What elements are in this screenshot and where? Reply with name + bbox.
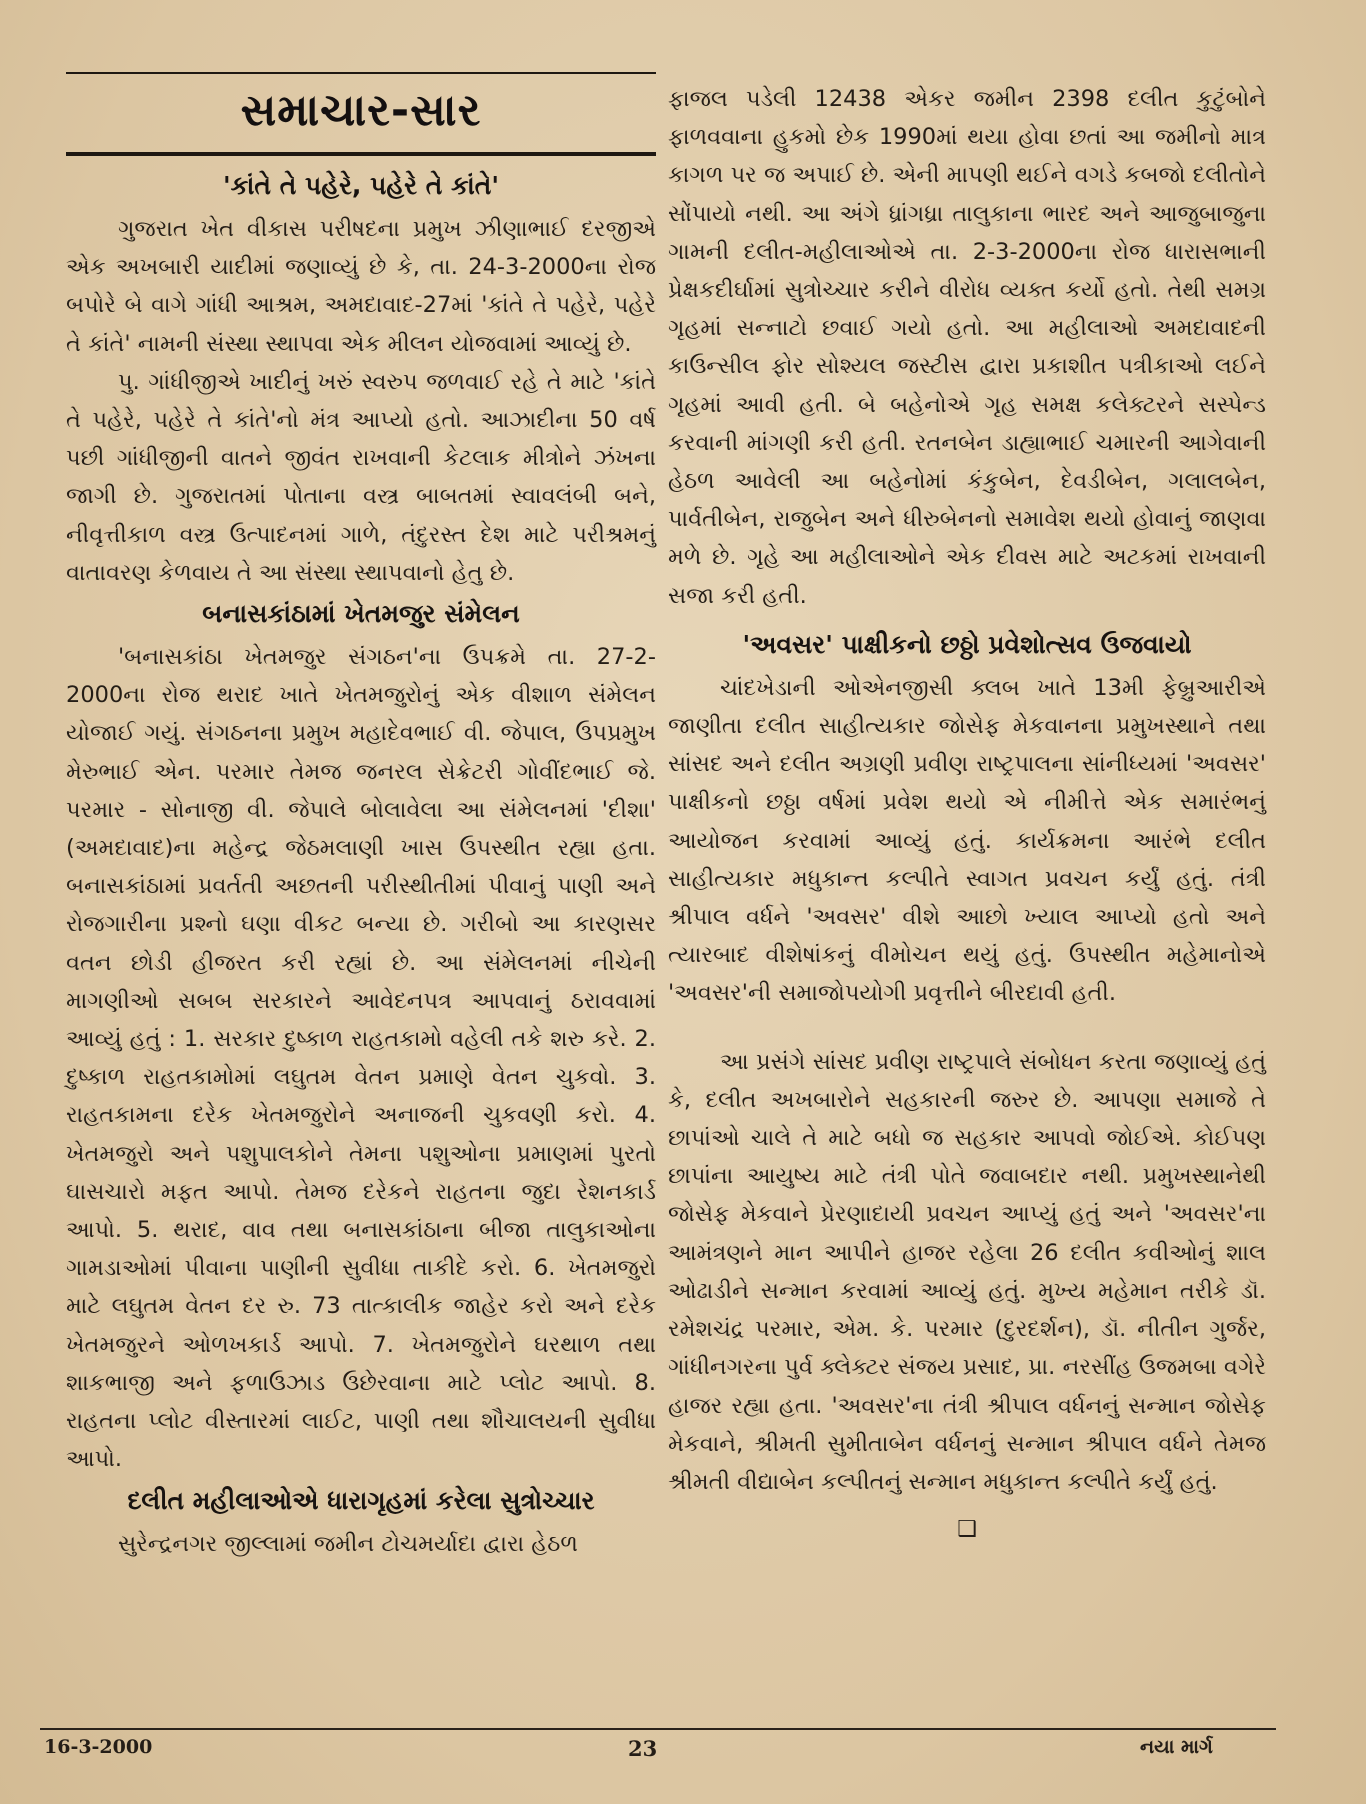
- article-continuation: ફાજલ પડેલી 12438 એકર જમીન 2398 દલીત કુટુંબોને ફાળવવાના હુકમો છેક 1990માં થયા હોવા છતાં આ જમીનો માત્ર કાગળ પર જ અપાઈ છે. એની માપણી થઈને વગડે કબજો દલીતોને સોંપાયો નથી. આ અંગે ધ્રાંગધ્રા તાલુકાના ભારદ અને આજુબાજુના ગામની દલીત-મહીલાઓએ તા. 2-3-2000ના રોજ ધારાસભાની પ્રેક્ષકદીર્ઘામાં સુત્રોચ્ચાર કરીને વીરોધ વ્યક્ત કર્યો હતો. તેથી સમગ્ર ગૃહમાં સન્નાટો છવાઈ ગયો હતો. આ મહીલાઓ અમદાવાદની કાઉન્સીલ ફોર સોશ્યલ જસ્ટીસ દ્વારા પ્રકાશીત પત્રીકાઓ લઈને ગૃહમાં આવી હતી. બે બહેનોએ ગૃહ સમક્ષ કલેક્ટરને સસ્પેન્ડ કરવાની માંગણી કરી હતી. રતનબેન ડાહ્યાભાઈ ચમારની આગેવાની હેઠળ આવેલી આ બહેનોમાં કંકુબેન, દેવડીબેન, ગલાલબેન, પાર્વતીબેન, રાજુબેન અને ધીરુબેનનો સમાવેશ થયો હોવાનું જાણવા મળે છે. ગૃહે આ મહીલાઓને એક દીવસ માટે અટકમાં રાખવાની સજા કરી હતી.: [668, 86, 1266, 609]
- masthead-bottom-rule: [66, 152, 656, 156]
- footer-date: 16-3-2000: [44, 1736, 153, 1758]
- article-paragraph: સુરેન્દ્રનગર જીલ્લામાં જમીન ટોચમર્યાદા દ્વારા હેઠળ: [118, 1530, 578, 1557]
- paragraph-gap: [668, 1013, 1266, 1043]
- masthead-title: સમાચાર-સાર: [240, 85, 482, 136]
- article-paragraph: આ પ્રસંગે સાંસદ પ્રવીણ રાષ્ટ્રપાલે સંબોધન કરતા જણાવ્યું હતું કે, દલીત અખબારોને સહકારની જરુર છે. આપણા સમાજે તે છાપાંઓ ચાલે તે માટે બધો જ સહકાર આપવો જોઈએ. કોઈપણ છાપાંના આયુષ્ય માટે તંત્રી પોતે જવાબદાર નથી. પ્રમુખસ્થાનેથી જોસેફ મેકવાને પ્રેરણાદાયી પ્રવચન આપ્યું હતું અને 'અવસર'ના આમંત્રણને માન આપીને હાજર રહેલા 26 દલીત કવીઓનું શાલ ઓઢાડીને સન્માન કરવામાં આવ્યું હતું. મુખ્ય મહેમાન તરીકે ડૉ. રમેશચંદ્ર પરમાર, એમ. કે. પરમાર (દુરદર્શન), ડૉ. નીતીન ગુર્જર, ગાંધીનગરના પુર્વ ક્લેક્ટર સંજય પ્રસાદ, પ્રા. નરસીંહ ઉજમબા વગેરે હાજર રહ્યા હતા. 'અવસર'ના તંત્રી શ્રીપાલ વર્ધનનું સન્માન જોસેફ મેકવાને, શ્રીમતી સુમીતાબેન વર્ધનનું સન્માન શ્રીપાલ વર્ધને તેમજ શ્રીમતી વીદ્યાબેન કલ્પીતનું સન્માન મધુકાન્ત કલ્પીતે કર્યું હતું.: [668, 1048, 1266, 1495]
- article-paragraph: પુ. ગાંધીજીએ ખાદીનું ખરું સ્વરુપ જળવાઈ રહે તે માટે 'કાંતે તે પહેરે, પહેરે તે કાંતે'નો મંત્ર આપ્યો હતો. આઝાદીના 50 વર્ષ પછી ગાંધીજીની વાતને જીવંત રાખવાની કેટલાક મીત્રોને ઝંખના જાગી છે. ગુજરાતમાં પોતાના વસ્ત્ર બાબતમાં સ્વાવલંબી બને, નીવૃત્તીકાળ વસ્ત્ર ઉત્પાદનમાં ગાળે, તંદુરસ્ત દેશ માટે પરીશ્રમનું વાતાવરણ કેળવાય તે આ સંસ્થા સ્થાપવાનો હેતુ છે.: [66, 368, 656, 586]
- end-of-article-mark: ❑: [957, 1517, 977, 1543]
- article-paragraph: 'બનાસકાંઠા ખેતમજુર સંગઠન'ના ઉપક્રમે તા. 27-2-2000ના રોજ થરાદ ખાતે ખેતમજુરોનું એક વીશાળ સંમેલન યોજાઈ ગયું. સંગઠનના પ્રમુખ મહાદેવભાઈ વી. જેપાલ, ઉપપ્રમુખ મેરુભાઈ એન. પરમાર તેમજ જનરલ સેક્રેટરી ગોવીંદભાઈ જે. પરમાર - સોનાજી વી. જેપાલે બોલાવેલા આ સંમેલનમાં 'દીશા' (અમદાવાદ)ના મહેન્દ્ર જેઠમલાણી ખાસ ઉપસ્થીત રહ્યા હતા. બનાસકાંઠામાં પ્રવર્તતી અછતની પરીસ્થીતીમાં પીવાનું પાણી અને રોજગારીના પ્રશ્નો ઘણા વીકટ બન્યા છે. ગરીબો આ કારણસર વતન છોડી હીજરત કરી રહ્યાં છે. આ સંમેલનમાં નીચેની માગણીઓ સબબ સરકારને આવેદનપત્ર આપવાનું ઠરાવવામાં આવ્યું હતું : 1. સરકાર દુષ્કાળ રાહતકામો વહેલી તકે શરુ કરે. 2. દુષ્કાળ રાહતકામોમાં લઘુતમ વેતન પ્રમાણે વેતન ચુકવો. 3. રાહતકામના દરેક ખેતમજુરોને અનાજની ચુકવણી કરો. 4. ખેતમજુરો અને પશુપાલકોને તેમના પશુઓના પ્રમાણમાં પુરતો ઘાસચારો મફત આપો. તેમજ દરેકને રાહતના જુદા રેશનકાર્ડ આપો. 5. થરાદ, વાવ તથા બનાસકાંઠાના બીજા તાલુકાઓના ગામડાઓમાં પીવાના પાણીની સુવીધા તાકીદે કરો. 6. ખેતમજુરો માટે લઘુતમ વેતન દર રુ. 73 તાત્કાલીક જાહેર કરો અને દરેક ખેતમજુરને ઓળખકાર્ડ આપો. 7. ખેતમજુરોને ઘરથાળ તથા શાકભાજી અને ફળાઉઝાડ ઉછેરવાના માટે પ્લોટ આપો. 8. રાહતના પ્લોટ વીસ્તારમાં લાઈટ, પાણી તથા શૌચાલયની સુવીધા આપો.: [66, 644, 656, 1473]
- publication-name: નયા માર્ગ: [1140, 1736, 1213, 1758]
- footer-rule: [40, 1728, 1276, 1730]
- article-heading-khetmajur-sammelan: બનાસકાંઠામાં ખેતમજુર સંમેલન: [202, 599, 520, 629]
- right-column: [668, 80, 1266, 1545]
- left-column: [66, 72, 656, 1563]
- masthead-top-rule: [66, 72, 656, 74]
- page-number: 23: [628, 1736, 658, 1761]
- article-paragraph: ગુજરાત ખેત વીકાસ પરીષદના પ્રમુખ ઝીણાભાઈ દરજીએ એક અખબારી યાદીમાં જણાવ્યું છે કે, તા. 24-3-2000ના રોજ બપોરે બે વાગે ગાંધી આશ્રમ, અમદાવાદ-27માં 'કાંતે તે પહેરે, પહેરે તે કાંતે' નામની સંસ્થા સ્થાપવા એક મીલન યોજવામાં આવ્યું છે.: [66, 216, 656, 357]
- article-heading-avsar-pakshik: 'અવસર' પાક્ષીકનો છઠ્ઠો પ્રવેશોત્સવ ઉજવાયો: [742, 629, 1192, 659]
- article-heading-kante-te-pahere: 'કાંતે તે પહેરે, પહેરે તે કાંતે': [222, 171, 500, 200]
- article-paragraph: ચાંદખેડાની ઓએનજીસી ક્લબ ખાતે 13મી ફેબ્રુઆરીએ જાણીતા દલીત સાહીત્યકાર જોસેફ મેકવાનના પ્રમુખસ્થાને તથા સાંસદ અને દલીત અગ્રણી પ્રવીણ રાષ્ટ્રપાલના સાંનીધ્યમાં 'અવસર' પાક્ષીકનો છઠ્ઠા વર્ષમાં પ્રવેશ થયો એ નીમીત્તે એક સમારંભનું આયોજન કરવામાં આવ્યું હતું. કાર્યક્રમના આરંભે દલીત સાહીત્યકાર મધુકાન્ત કલ્પીતે સ્વાગત પ્રવચન કર્યું હતું. તંત્રી શ્રીપાલ વર્ધને 'અવસર' વીશે આછો ખ્યાલ આપ્યો હતો અને ત્યારબાદ વીશેષાંકનું વીમોચન થયું હતું. ઉપસ્થીત મહેમાનોએ 'અવસર'ની સમાજોપયોગી પ્રવૃત્તીને બીરદાવી હતી.: [668, 674, 1266, 1007]
- article-heading-dalit-mahilao: દલીત મહીલાઓએ ધારાગૃહમાં કરેલા સુત્રોચ્ચાર: [127, 1485, 595, 1515]
